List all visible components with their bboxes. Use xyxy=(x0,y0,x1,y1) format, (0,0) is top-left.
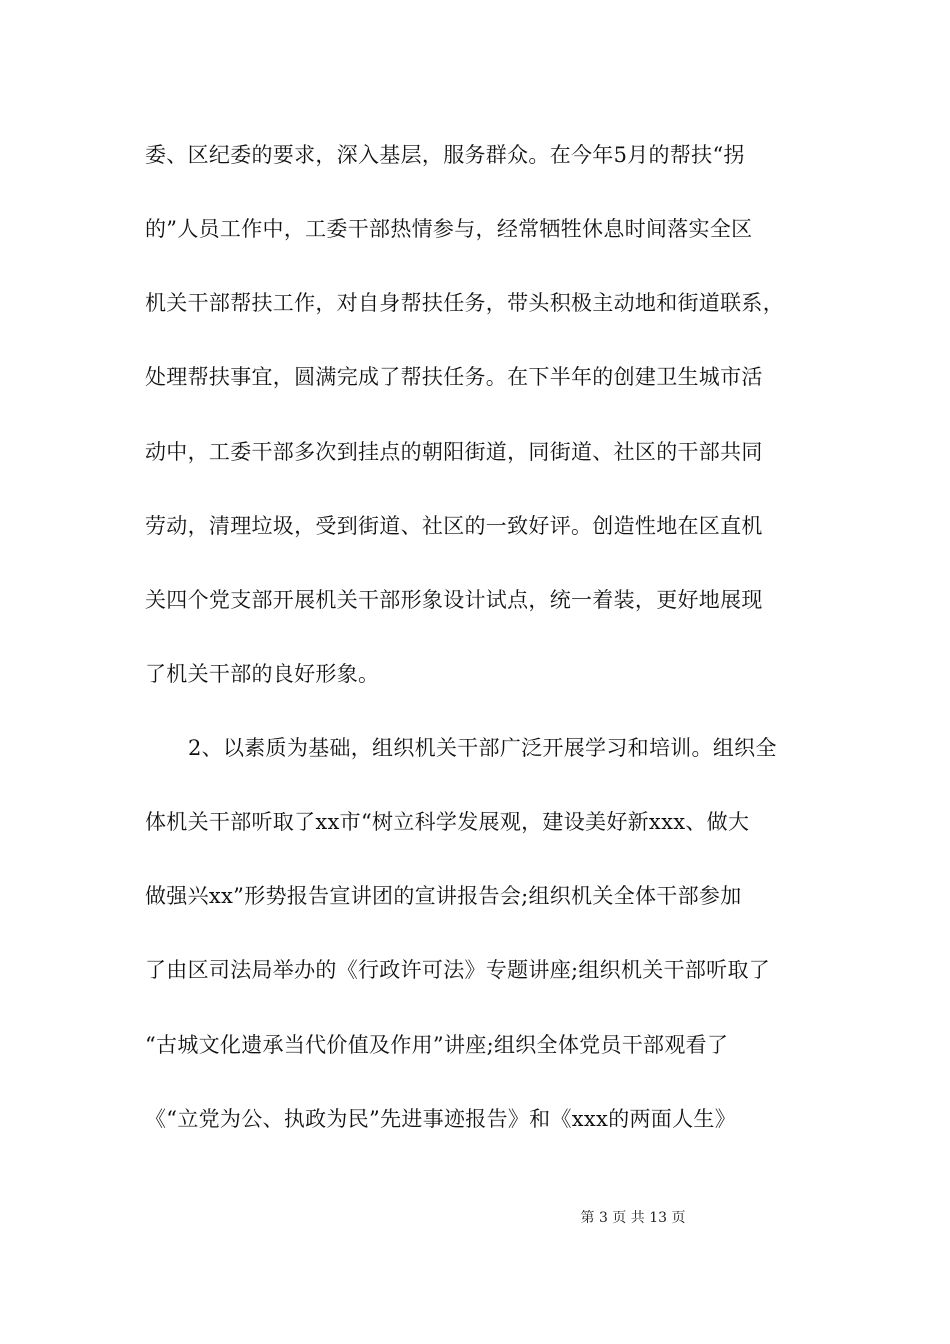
body-text-line: 的”人员工作中，工委干部热情参与，经常牺牲休息时间落实全区 xyxy=(145,217,753,241)
body-text-line: 委、区纪委的要求，深入基层，服务群众。在今年5月的帮扶“拐 xyxy=(145,143,745,167)
body-text-line: 了机关干部的良好形象。 xyxy=(145,662,380,686)
body-text-line: “古城文化遗承当代价值及作用”讲座;组织全体党员干部观看了 xyxy=(145,1033,729,1057)
paragraph-start-line: 2、以素质为基础，组织机关干部广泛开展学习和培训。组织全 xyxy=(188,736,777,760)
body-text-line: 做强兴xx”形势报告宣讲团的宣讲报告会;组织机关全体干部参加 xyxy=(145,884,742,908)
body-text-line: 《“立党为公、执政为民”先进事迹报告》和《xxx的两面人生》 xyxy=(145,1107,736,1131)
body-text-line: 动中，工委干部多次到挂点的朝阳街道，同街道、社区的干部共同 xyxy=(145,440,763,464)
body-text-line: 关四个党支部开展机关干部形象设计试点，统一着装，更好地展现 xyxy=(145,588,763,612)
body-text-line: 机关干部帮扶工作，对自身帮扶任务，带头积极主动地和街道联系， xyxy=(145,291,784,315)
body-text-line: 了由区司法局举办的《行政许可法》专题讲座;组织机关干部听取了 xyxy=(145,958,771,982)
body-text-line: 处理帮扶事宜，圆满完成了帮扶任务。在下半年的创建卫生城市活 xyxy=(145,365,763,389)
body-text-line: 体机关干部听取了xx市“树立科学发展观，建设美好新xxx、做大 xyxy=(145,810,750,834)
page-number-footer: 第 3 页 共 13 页 xyxy=(580,1210,686,1226)
body-text-line: 劳动，清理垃圾，受到街道、社区的一致好评。创造性地在区直机 xyxy=(145,514,763,538)
